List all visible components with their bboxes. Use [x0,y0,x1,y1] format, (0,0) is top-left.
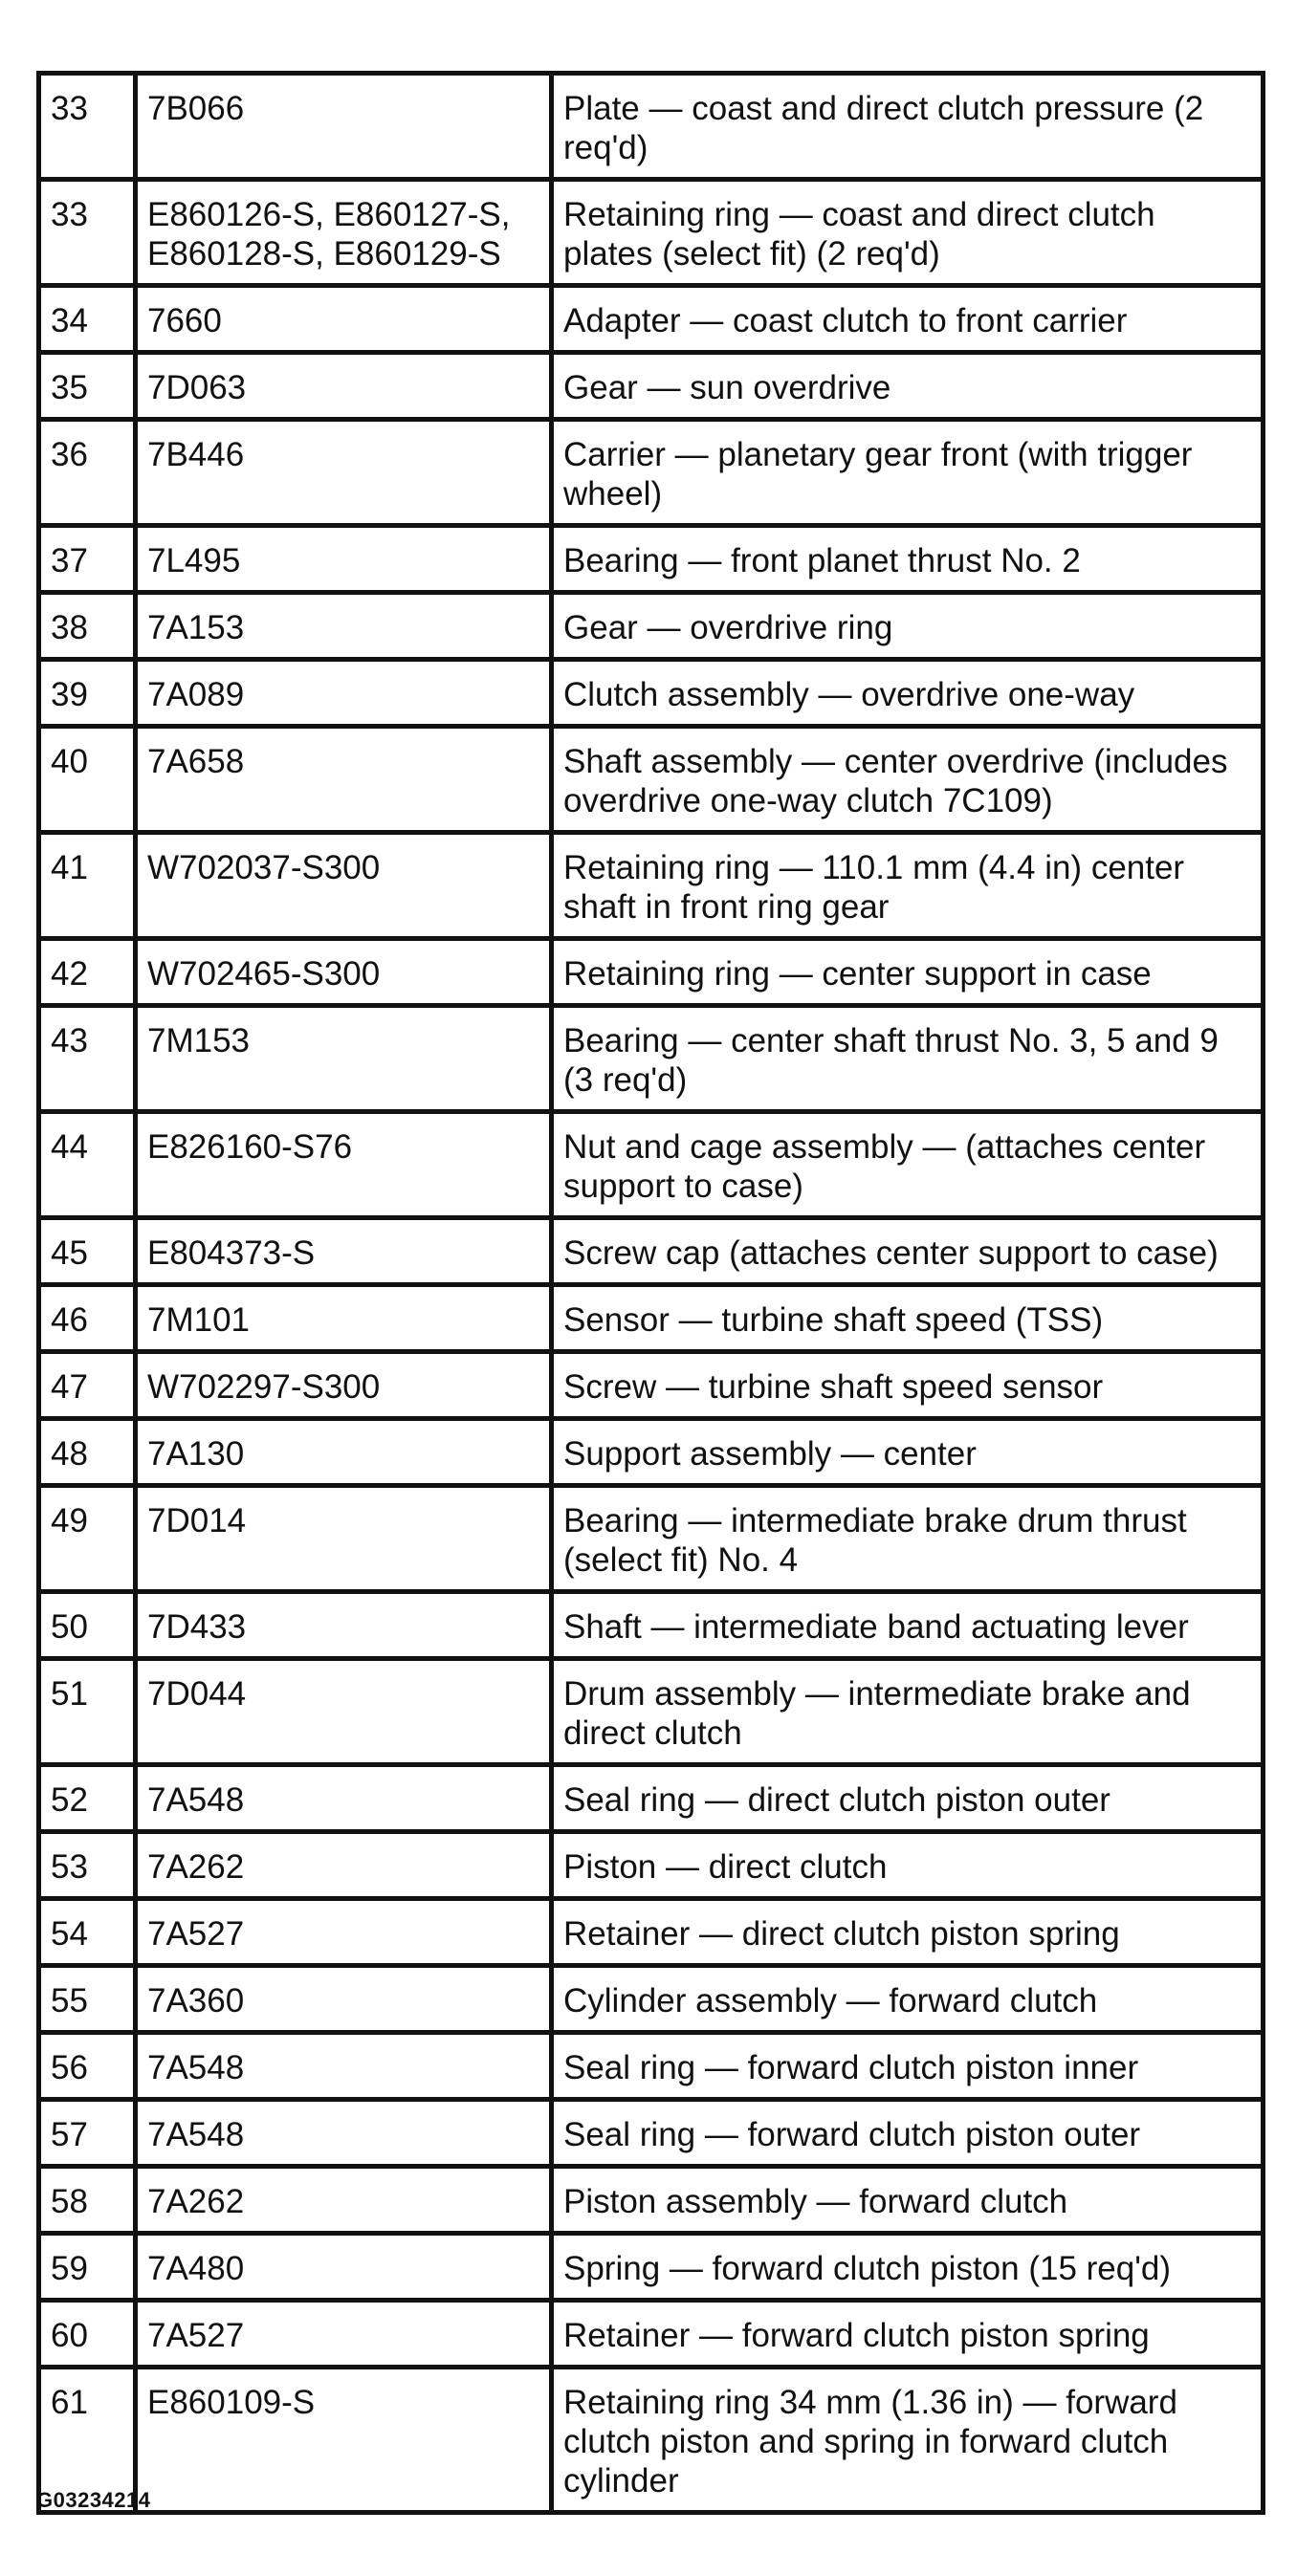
description-cell: Carrier — planetary gear front (with trigger wheel) [552,420,1264,526]
part-number-cell: 7D433 [136,1592,552,1659]
item-number-cell: 36 [39,420,136,526]
description-cell: Retaining ring 34 mm (1.36 in) — forward clutch piston and spring in forward clutch cylinder [552,2368,1264,2513]
description-cell: Seal ring — forward clutch piston inner [552,2033,1264,2100]
item-number-cell: 58 [39,2167,136,2234]
part-number-cell: E860109-S [136,2368,552,2513]
description-cell: Piston assembly — forward clutch [552,2167,1264,2234]
description-cell: Bearing — intermediate brake drum thrust (select fit) No. 4 [552,1486,1264,1592]
table-row [39,1832,1264,1899]
part-number-cell: 7A360 [136,1966,552,2033]
item-number-cell: 56 [39,2033,136,2100]
item-number-cell: 37 [39,526,136,593]
item-number-cell: 52 [39,1765,136,1832]
item-number-cell: 57 [39,2100,136,2167]
description-cell: Adapter — coast clutch to front carrier [552,286,1264,353]
table-row [39,2368,1264,2513]
part-number-cell: 7A262 [136,1832,552,1899]
part-number-cell: 7A527 [136,2301,552,2368]
description-cell: Clutch assembly — overdrive one-way [552,660,1264,727]
part-number-cell: 7A262 [136,2167,552,2234]
table-row [39,180,1264,286]
table-row [39,1899,1264,1966]
item-number-cell: 44 [39,1112,136,1218]
table-row [39,593,1264,660]
description-cell: Shaft — intermediate band actuating lever [552,1592,1264,1659]
part-number-cell: 7A548 [136,2100,552,2167]
part-number-cell: 7A089 [136,660,552,727]
description-cell: Seal ring — forward clutch piston outer [552,2100,1264,2167]
table-row [39,833,1264,939]
item-number-cell: 50 [39,1592,136,1659]
table-row [39,727,1264,833]
part-number-cell: 7A658 [136,727,552,833]
description-cell: Cylinder assembly — forward clutch [552,1966,1264,2033]
table-row [39,2100,1264,2167]
table-row [39,420,1264,526]
table-row [39,526,1264,593]
table-row [39,1592,1264,1659]
table-row [39,74,1264,180]
table-row [39,939,1264,1006]
item-number-cell: 42 [39,939,136,1006]
part-number-cell: 7A548 [136,1765,552,1832]
item-number-cell: 33 [39,74,136,180]
part-number-cell: 7L495 [136,526,552,593]
table-row [39,1285,1264,1352]
description-cell: Support assembly — center [552,1419,1264,1486]
description-cell: Drum assembly — intermediate brake and direct clutch [552,1659,1264,1765]
table-row [39,353,1264,420]
part-number-cell: 7D063 [136,353,552,420]
part-number-cell: 7D044 [136,1659,552,1765]
part-number-cell: 7B066 [136,74,552,180]
description-cell: Retaining ring — center support in case [552,939,1264,1006]
part-number-cell: E804373-S [136,1218,552,1285]
table-row [39,1765,1264,1832]
item-number-cell: 46 [39,1285,136,1352]
description-cell: Screw cap (attaches center support to case) [552,1218,1264,1285]
parts-table [36,71,1265,2515]
item-number-cell: 55 [39,1966,136,2033]
item-number-cell: 49 [39,1486,136,1592]
table-row [39,1218,1264,1285]
table-row [39,1112,1264,1218]
item-number-cell: 51 [39,1659,136,1765]
part-number-cell: 7A480 [136,2234,552,2301]
table-row [39,660,1264,727]
item-number-cell: 53 [39,1832,136,1899]
table-row [39,2301,1264,2368]
table-row [39,2167,1264,2234]
description-cell: Gear — sun overdrive [552,353,1264,420]
description-cell: Shaft assembly — center overdrive (includes overdrive one-way clutch 7C109) [552,727,1264,833]
part-number-cell: W702037-S300 [136,833,552,939]
table-row [39,1419,1264,1486]
description-cell: Plate — coast and direct clutch pressure (2 req'd) [552,74,1264,180]
description-cell: Retaining ring — 110.1 mm (4.4 in) center shaft in front ring gear [552,833,1264,939]
parts-table-body [39,74,1264,2513]
item-number-cell: 40 [39,727,136,833]
description-cell: Gear — overdrive ring [552,593,1264,660]
item-number-cell: 47 [39,1352,136,1419]
figure-id: G03234214 [36,2488,151,2512]
description-cell: Bearing — front planet thrust No. 2 [552,526,1264,593]
part-number-cell: 7A153 [136,593,552,660]
item-number-cell: 33 [39,180,136,286]
description-cell: Retainer — direct clutch piston spring [552,1899,1264,1966]
item-number-cell: 45 [39,1218,136,1285]
description-cell: Seal ring — direct clutch piston outer [552,1765,1264,1832]
part-number-cell: 7D014 [136,1486,552,1592]
part-number-cell: 7A527 [136,1899,552,1966]
description-cell: Spring — forward clutch piston (15 req'd) [552,2234,1264,2301]
table-row [39,2033,1264,2100]
table-row [39,1006,1264,1112]
part-number-cell: 7M153 [136,1006,552,1112]
item-number-cell: 35 [39,353,136,420]
part-number-cell: E860126-S, E860127-S, E860128-S, E860129-S [136,180,552,286]
table-row [39,286,1264,353]
item-number-cell: 59 [39,2234,136,2301]
part-number-cell: 7A130 [136,1419,552,1486]
item-number-cell: 41 [39,833,136,939]
table-row [39,1659,1264,1765]
description-cell: Sensor — turbine shaft speed (TSS) [552,1285,1264,1352]
description-cell: Nut and cage assembly — (attaches center support to case) [552,1112,1264,1218]
part-number-cell: 7B446 [136,420,552,526]
description-cell: Retainer — forward clutch piston spring [552,2301,1264,2368]
item-number-cell: 48 [39,1419,136,1486]
item-number-cell: 39 [39,660,136,727]
part-number-cell: 7M101 [136,1285,552,1352]
table-row [39,1352,1264,1419]
part-number-cell: E826160-S76 [136,1112,552,1218]
item-number-cell: 54 [39,1899,136,1966]
item-number-cell: 38 [39,593,136,660]
item-number-cell: 60 [39,2301,136,2368]
description-cell: Screw — turbine shaft speed sensor [552,1352,1264,1419]
item-number-cell: 34 [39,286,136,353]
item-number-cell: 61 [39,2368,136,2513]
table-row [39,2234,1264,2301]
table-row [39,1966,1264,2033]
part-number-cell: W702297-S300 [136,1352,552,1419]
description-cell: Piston — direct clutch [552,1832,1264,1899]
part-number-cell: 7A548 [136,2033,552,2100]
part-number-cell: W702465-S300 [136,939,552,1006]
table-row [39,1486,1264,1592]
description-cell: Bearing — center shaft thrust No. 3, 5 and 9 (3 req'd) [552,1006,1264,1112]
description-cell: Retaining ring — coast and direct clutch plates (select fit) (2 req'd) [552,180,1264,286]
part-number-cell: 7660 [136,286,552,353]
item-number-cell: 43 [39,1006,136,1112]
